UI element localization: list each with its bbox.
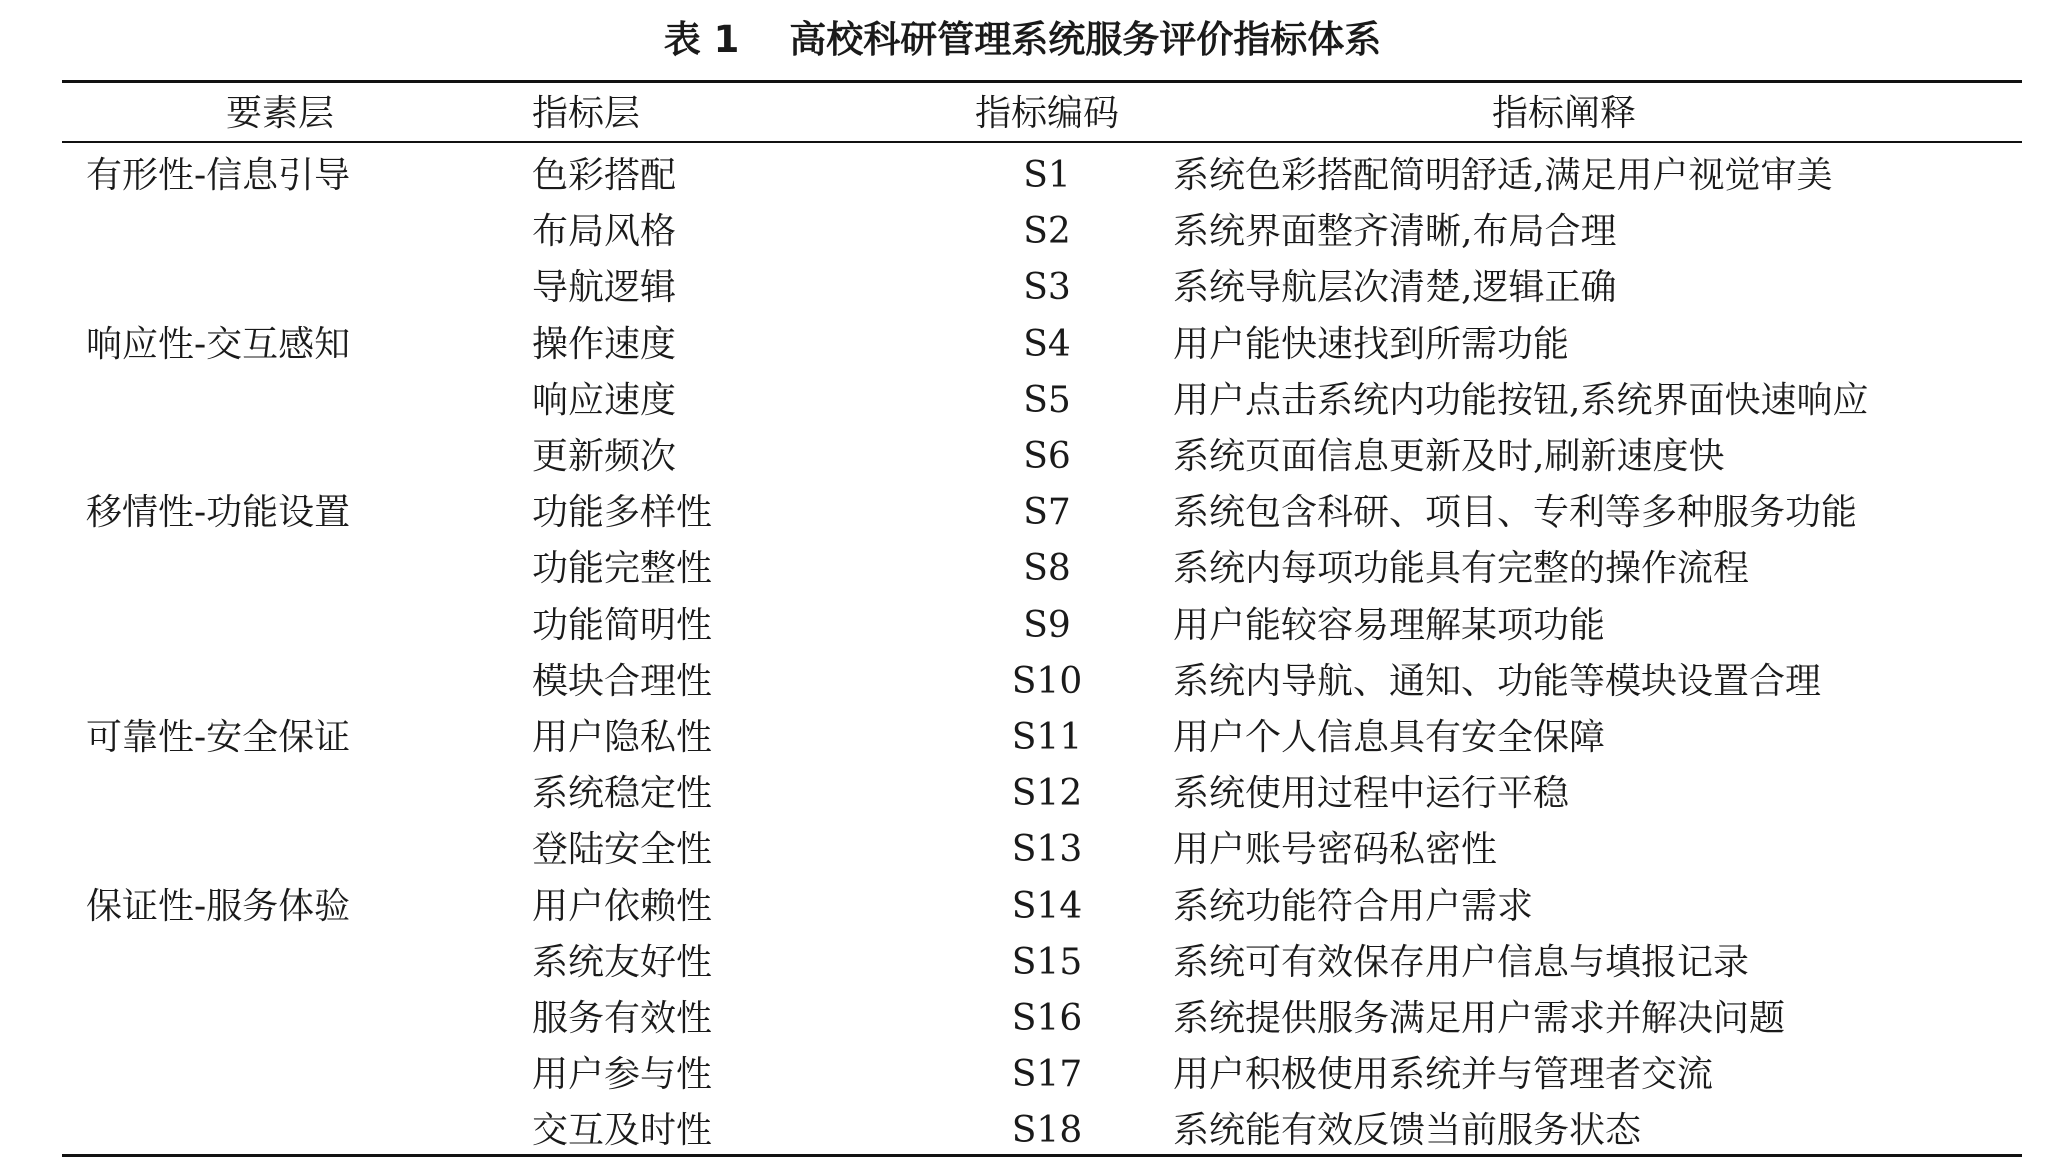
description-cell: 系统包含科研、项目、专利等多种服务功能 — [1173, 492, 1858, 534]
header-indicator-desc: 指标阐释 — [1492, 93, 1637, 134]
table-row — [62, 822, 2022, 878]
element-layer-cell: 保证性-服务体验 — [86, 885, 351, 927]
code-cell: S15 — [1011, 941, 1083, 983]
code-cell: S3 — [1023, 267, 1071, 309]
table-row — [62, 598, 2022, 654]
description-cell: 系统色彩搭配简明舒适,满足用户视觉审美 — [1173, 155, 1833, 196]
description-cell: 系统可有效保存用户信息与填报记录 — [1173, 941, 1750, 983]
indicator-cell: 服务有效性 — [532, 998, 713, 1039]
description-cell: 用户能快速找到所需功能 — [1173, 323, 1570, 365]
element-layer-cell: 移情性-功能设置 — [86, 492, 351, 534]
indicator-cell: 导航逻辑 — [532, 267, 677, 309]
description-cell: 系统导航层次清楚,逻辑正确 — [1173, 267, 1617, 309]
table-row — [62, 1047, 2022, 1103]
indicator-cell: 操作速度 — [532, 323, 677, 365]
table-row — [62, 991, 2022, 1047]
table-row — [62, 710, 2022, 766]
code-cell: S6 — [1023, 436, 1071, 477]
code-cell: S8 — [1023, 548, 1071, 590]
header-indicator-layer: 指标层 — [532, 93, 641, 134]
code-cell: S4 — [1023, 323, 1071, 365]
indicator-cell: 系统友好性 — [532, 941, 713, 983]
table-row — [62, 541, 2022, 597]
header-rule — [62, 141, 2022, 143]
table-row — [62, 935, 2022, 991]
description-cell: 系统界面整齐清晰,布局合理 — [1173, 211, 1617, 253]
header-element-layer: 要素层 — [226, 93, 335, 134]
indicator-cell: 功能完整性 — [532, 548, 713, 590]
description-cell: 用户积极使用系统并与管理者交流 — [1173, 1054, 1714, 1096]
code-cell: S13 — [1011, 829, 1083, 871]
description-cell: 系统能有效反馈当前服务状态 — [1173, 1110, 1642, 1152]
description-cell: 系统内每项功能具有完整的操作流程 — [1173, 548, 1750, 590]
bottom-rule — [62, 1154, 2022, 1157]
table-caption: 表 1 高校科研管理系统服务评价指标体系 — [663, 18, 1382, 61]
table-row — [62, 260, 2022, 316]
indicator-cell: 布局风格 — [532, 211, 677, 253]
description-cell: 用户个人信息具有安全保障 — [1173, 717, 1606, 758]
table-row — [62, 204, 2022, 260]
table-row — [62, 373, 2022, 429]
table-row — [62, 317, 2022, 373]
table-row — [62, 654, 2022, 710]
indicator-cell: 系统稳定性 — [532, 773, 713, 815]
indicator-cell: 模块合理性 — [532, 660, 713, 702]
indicator-cell: 色彩搭配 — [532, 155, 677, 196]
code-cell: S9 — [1023, 604, 1071, 646]
code-cell: S5 — [1023, 379, 1071, 421]
code-cell: S12 — [1011, 773, 1083, 815]
indicator-cell: 登陆安全性 — [532, 829, 713, 871]
code-cell: S1 — [1023, 155, 1071, 196]
code-cell: S11 — [1011, 717, 1083, 758]
table-row — [62, 879, 2022, 935]
element-layer-cell: 有形性-信息引导 — [86, 155, 351, 196]
description-cell: 系统使用过程中运行平稳 — [1173, 773, 1570, 815]
indicator-cell: 用户参与性 — [532, 1054, 713, 1096]
description-cell: 系统内导航、通知、功能等模块设置合理 — [1173, 660, 1822, 702]
indicator-cell: 用户依赖性 — [532, 885, 713, 927]
description-cell: 用户点击系统内功能按钮,系统界面快速响应 — [1173, 379, 1869, 421]
table-header — [62, 86, 2022, 142]
indicator-cell: 响应速度 — [532, 379, 677, 421]
table-row — [62, 148, 2022, 204]
description-cell: 系统页面信息更新及时,刷新速度快 — [1173, 436, 1725, 477]
element-layer-cell: 可靠性-安全保证 — [86, 717, 351, 758]
code-cell: S16 — [1011, 998, 1083, 1039]
element-layer-cell: 响应性-交互感知 — [86, 323, 351, 365]
table-row — [62, 766, 2022, 822]
description-cell: 用户能较容易理解某项功能 — [1173, 604, 1606, 646]
indicator-cell: 用户隐私性 — [532, 717, 713, 758]
table-row — [62, 485, 2022, 541]
description-cell: 系统功能符合用户需求 — [1173, 885, 1534, 927]
table-row — [62, 1103, 2022, 1159]
indicator-cell: 功能多样性 — [532, 492, 713, 534]
description-cell: 系统提供服务满足用户需求并解决问题 — [1173, 998, 1786, 1039]
code-cell: S2 — [1023, 211, 1071, 253]
description-cell: 用户账号密码私密性 — [1173, 829, 1498, 871]
indicator-cell: 功能简明性 — [532, 604, 713, 646]
indicator-cell: 交互及时性 — [532, 1110, 713, 1152]
code-cell: S10 — [1011, 660, 1083, 702]
code-cell: S14 — [1011, 885, 1083, 927]
code-cell: S7 — [1023, 492, 1071, 534]
indicator-cell: 更新频次 — [532, 436, 677, 477]
table-row — [62, 429, 2022, 485]
top-rule — [62, 80, 2022, 83]
code-cell: S17 — [1011, 1054, 1083, 1096]
header-indicator-code: 指标编码 — [974, 93, 1119, 134]
code-cell: S18 — [1011, 1110, 1083, 1152]
